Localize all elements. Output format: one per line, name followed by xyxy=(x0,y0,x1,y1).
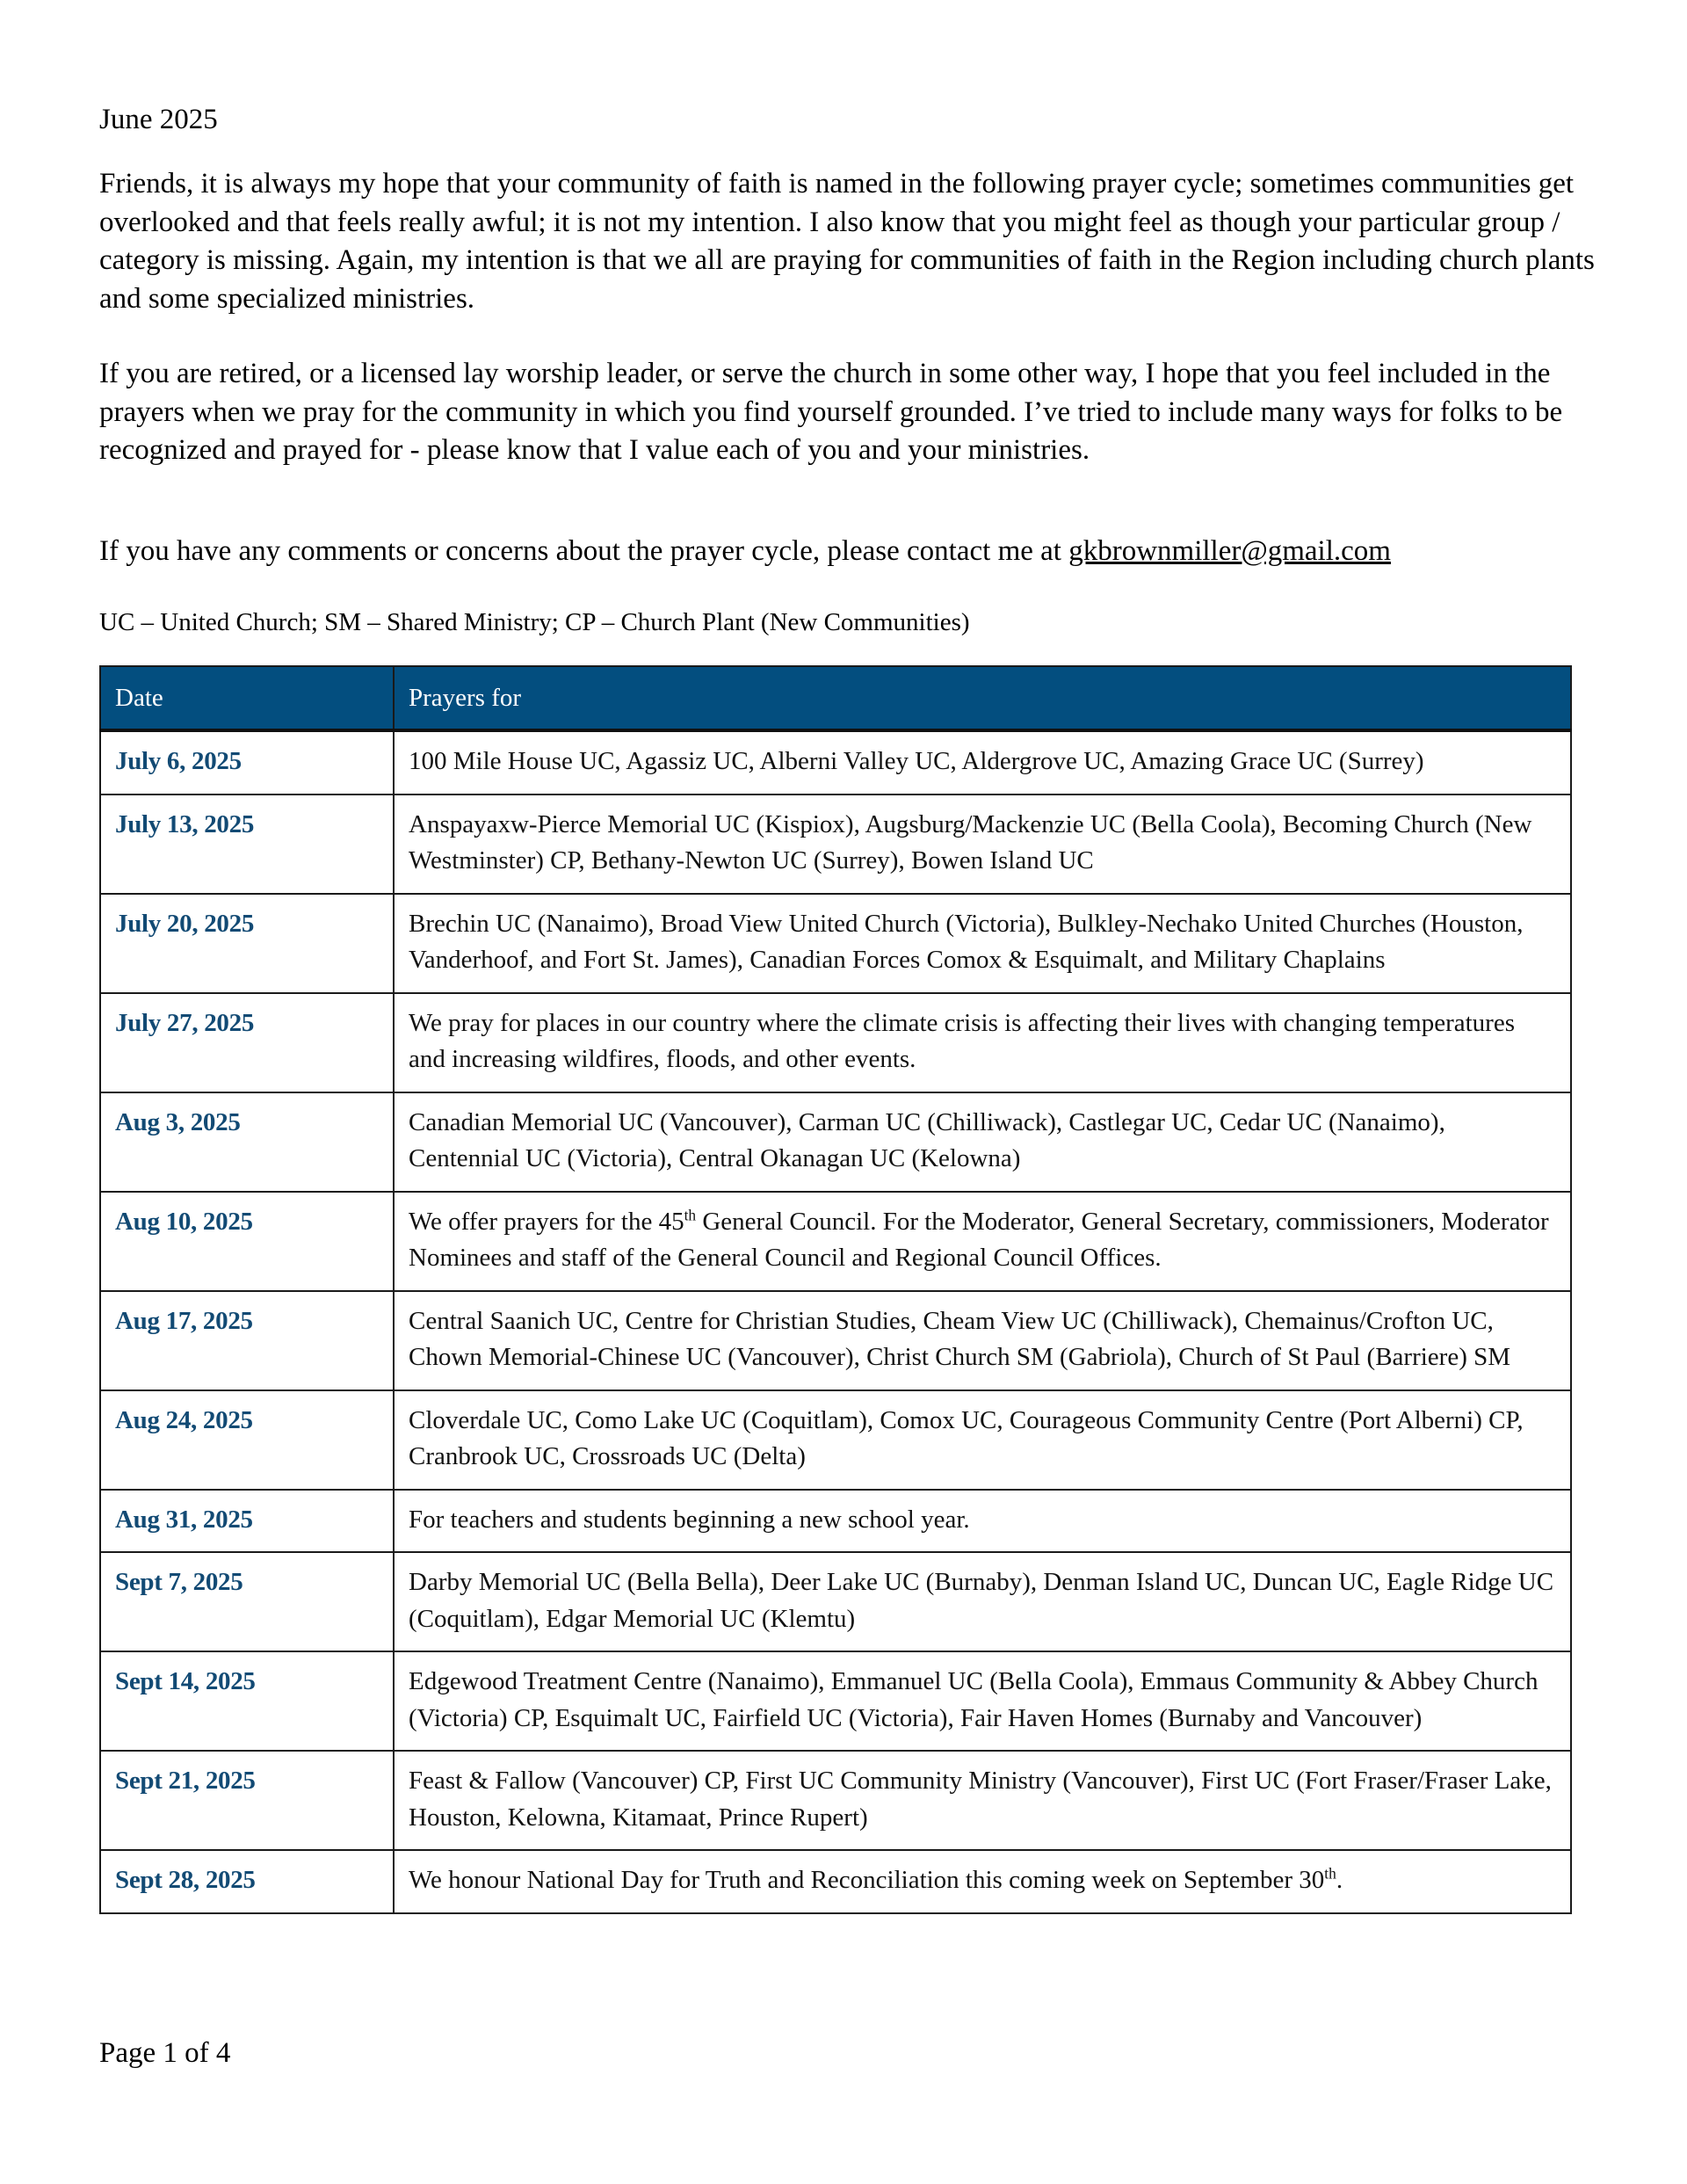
ordinal-suffix: th xyxy=(684,1205,697,1223)
table-row xyxy=(100,1192,1571,1291)
ordinal-suffix: th xyxy=(1324,1864,1336,1883)
contact-text: If you have any comments or concerns about the prayer cycle, please contact me at xyxy=(99,535,1069,567)
abbreviation-legend: UC – United Church; SM – Shared Ministry; CP – Church Plant (New Communities) xyxy=(99,608,970,636)
row-date: Aug 17, 2025 xyxy=(100,1291,394,1390)
row-prayers: Central Saanich UC, Centre for Christian Studies, Cheam View UC (Chilliwack), Chemainus/Crofton UC, Chown Memorial-Chinese UC (Vancouver), Christ Church SM (Gabriola), Church of St Paul (Barriere) SM xyxy=(394,1291,1571,1390)
table-row xyxy=(100,1850,1571,1913)
table-row xyxy=(100,1092,1571,1192)
document-date: June 2025 xyxy=(99,104,218,135)
contact-paragraph xyxy=(99,533,1602,571)
row-prayers: Cloverdale UC, Como Lake UC (Coquitlam), Comox UC, Courageous Community Centre (Port Alberni) CP, Cranbrook UC, Crossroads UC (Delta) xyxy=(394,1390,1571,1490)
row-prayers: For teachers and students beginning a new school year. xyxy=(394,1490,1571,1553)
column-header-date: Date xyxy=(100,666,394,730)
table-row xyxy=(100,993,1571,1092)
prayer-cycle-table xyxy=(99,665,1572,1914)
prayers-text: We offer prayers for the 45 xyxy=(409,1207,684,1236)
row-prayers: We pray for places in our country where the climate crisis is affecting their lives with changing temperatures and increasing wildfires, floods, and other events. xyxy=(394,993,1571,1092)
column-header-prayers: Prayers for xyxy=(394,666,1571,730)
table-row xyxy=(100,1751,1571,1850)
row-date: Sept 7, 2025 xyxy=(100,1552,394,1651)
row-date: Sept 14, 2025 xyxy=(100,1651,394,1751)
table-row xyxy=(100,894,1571,993)
row-date: July 6, 2025 xyxy=(100,730,394,795)
prayers-text: . xyxy=(1336,1866,1343,1894)
row-prayers: Feast & Fallow (Vancouver) CP, First UC Community Ministry (Vancouver), First UC (Fort Fraser/Fraser Lake, Houston, Kelowna, Kitamaat, Prince Rupert) xyxy=(394,1751,1571,1850)
row-date: Sept 28, 2025 xyxy=(100,1850,394,1913)
row-prayers: Edgewood Treatment Centre (Nanaimo), Emmanuel UC (Bella Coola), Emmaus Community & Abbey Church (Victoria) CP, Esquimalt UC, Fairfield UC (Victoria), Fair Haven Homes (Burnaby and Vancouver) xyxy=(394,1651,1571,1751)
table-row xyxy=(100,1490,1571,1553)
table-row xyxy=(100,730,1571,795)
prayers-text: General Council. For the Moderator, General Secretary, commissioners, Moderator Nominees and staff of the General Council and Regional Council Offices. xyxy=(409,1207,1549,1272)
row-prayers xyxy=(394,1192,1571,1291)
table-row xyxy=(100,1651,1571,1751)
row-date: July 20, 2025 xyxy=(100,894,394,993)
row-date: Aug 10, 2025 xyxy=(100,1192,394,1291)
table-row xyxy=(100,795,1571,894)
table-row xyxy=(100,1291,1571,1390)
table-header-row xyxy=(100,666,1571,730)
row-date: Sept 21, 2025 xyxy=(100,1751,394,1850)
row-prayers: 100 Mile House UC, Agassiz UC, Alberni Valley UC, Aldergrove UC, Amazing Grace UC (Surrey) xyxy=(394,730,1571,795)
contact-email-link[interactable]: gkbrownmiller@gmail.com xyxy=(1068,535,1391,567)
prayers-text: We honour National Day for Truth and Reconciliation this coming week on September 30 xyxy=(409,1866,1325,1894)
row-prayers: Brechin UC (Nanaimo), Broad View United Church (Victoria), Bulkley-Nechako United Churches (Houston, Vanderhoof, and Fort St. James), Canadian Forces Comox & Esquimalt, and Military Chaplains xyxy=(394,894,1571,993)
row-date: July 13, 2025 xyxy=(100,795,394,894)
intro-paragraph: Friends, it is always my hope that your community of faith is named in the following prayer cycle; sometimes communities get overlooked and that feels really awful; it is not my intention. I also know that you might feel as though your particular group / category is missing. Again, my intention is that we all are praying for communities of faith in the Region including church plants and some specialized ministries. xyxy=(99,168,1595,315)
row-prayers: Canadian Memorial UC (Vancouver), Carman UC (Chilliwack), Castlegar UC, Cedar UC (Nanaimo), Centennial UC (Victoria), Central Okanagan UC (Kelowna) xyxy=(394,1092,1571,1192)
row-date: July 27, 2025 xyxy=(100,993,394,1092)
row-date: Aug 3, 2025 xyxy=(100,1092,394,1192)
table-row xyxy=(100,1552,1571,1651)
row-date: Aug 31, 2025 xyxy=(100,1490,394,1553)
table-row xyxy=(100,1390,1571,1490)
inclusion-paragraph: If you are retired, or a licensed lay worship leader, or serve the church in some other way, I hope that you feel included in the prayers when we pray for the community in which you find yourself grounded. I’ve tried to include many ways for folks to be recognized and prayed for - please know that I value each of you and your ministries. xyxy=(99,358,1563,466)
row-prayers: Darby Memorial UC (Bella Bella), Deer Lake UC (Burnaby), Denman Island UC, Duncan UC, Eagle Ridge UC (Coquitlam), Edgar Memorial UC (Klemtu) xyxy=(394,1552,1571,1651)
row-prayers xyxy=(394,1850,1571,1913)
row-prayers: Anspayaxw-Pierce Memorial UC (Kispiox), Augsburg/Mackenzie UC (Bella Coola), Becoming Church (New Westminster) CP, Bethany-Newton UC (Surrey), Bowen Island UC xyxy=(394,795,1571,894)
row-date: Aug 24, 2025 xyxy=(100,1390,394,1490)
page-number: Page 1 of 4 xyxy=(99,2037,231,2069)
